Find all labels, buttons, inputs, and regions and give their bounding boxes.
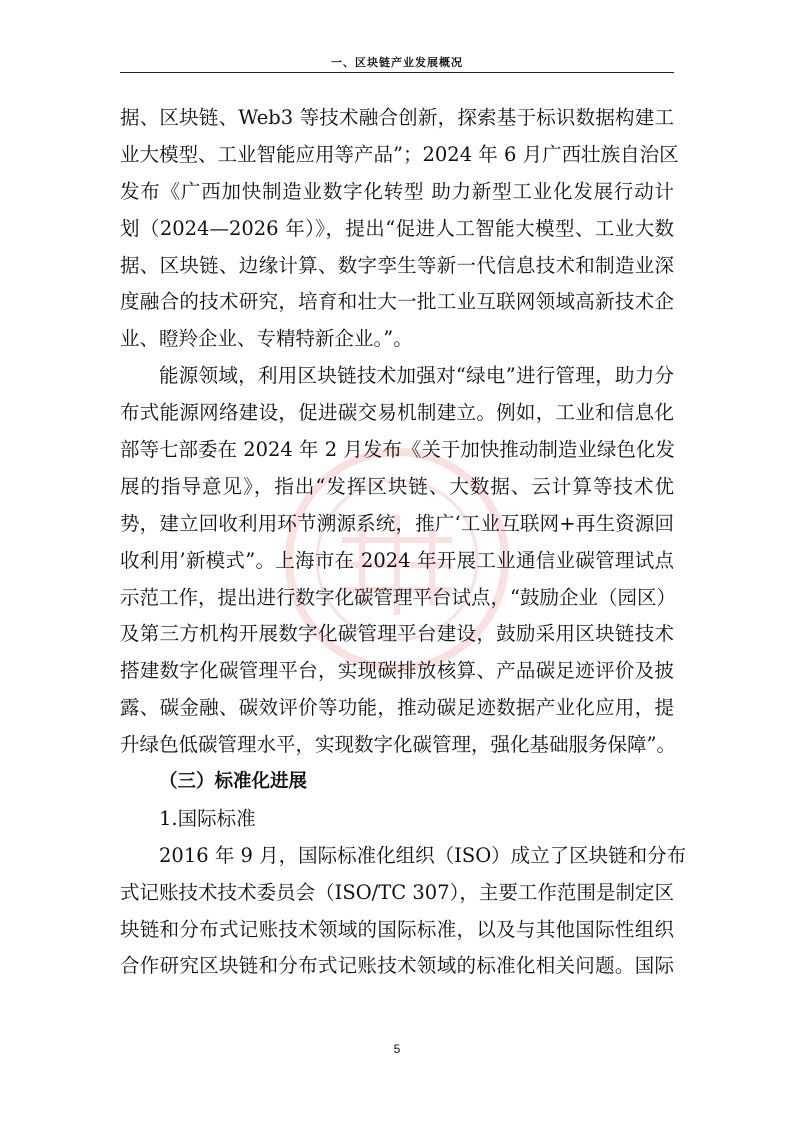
- subsection-heading: 1.国际标准: [159, 806, 256, 830]
- text-line: 据、区块链、边缘计算、数字孪生等新一代信息技术和制造业深: [120, 253, 674, 277]
- section-heading: （三）标准化进展: [159, 771, 308, 793]
- text-line: 展的指导意见》，指出“发挥区块链、大数据、云计算等技术优: [120, 474, 674, 498]
- text-line: 搭建数字化碳管理平台，实现碳排放核算、产品碳足迹评价及披: [120, 659, 674, 683]
- text-line: 势，建立回收利用环节溯源系统，推广‘工业互联网+再生资源回: [120, 511, 674, 535]
- text-line: 示范工作，提出进行数字化碳管理平台试点，“鼓励企业（园区）: [120, 585, 676, 609]
- text-line: 合作研究区块链和分布式记账技术领域的标准化相关问题。国际: [120, 954, 674, 978]
- header-rule: [120, 72, 674, 73]
- paragraph: [120, 100, 679, 358]
- text-line: 收利用’新模式”。上海市在 2024 年开展工业通信业碳管理试点: [120, 548, 674, 572]
- paragraph: [120, 838, 687, 986]
- text-line: 部等七部委在 2024 年 2 月发布《关于加快推动制造业绿色化发: [120, 438, 675, 462]
- text-line: 业、瞪羚企业、专精特新企业。”。: [120, 327, 413, 351]
- text-line: 块链和分布式记账技术领域的国际标准，以及与其他国际性组织: [120, 917, 674, 941]
- text-line: 露、碳金融、碳效评价等功能，推动碳足迹数据产业化应用，提: [120, 696, 674, 720]
- text-line: 度融合的技术研究，培育和壮大一批工业互联网领域高新技术企: [120, 290, 674, 314]
- text-line: 式记账技术技术委员会（ISO/TC 307），主要工作范围是制定区: [120, 880, 674, 904]
- body-text: [120, 100, 687, 985]
- text-line: 升绿色低碳管理水平，实现数字化碳管理，强化基础服务保障”。: [120, 733, 676, 757]
- text-line: 发布《广西加快制造业数字化转型 助力新型工业化发展行动计: [120, 179, 674, 203]
- text-line: 据、区块链、Web3 等技术融合创新，探索基于标识数据构建工: [120, 106, 674, 129]
- text-line: 及第三方机构开展数字化碳管理平台建设，鼓励采用区块链技术: [120, 622, 674, 646]
- paragraph: [120, 358, 674, 764]
- text-line: 业大模型、工业智能应用等产品”；2024 年 6 月广西壮族自治区: [120, 142, 679, 166]
- text-line: 2016 年 9 月，国际标准化组织（ISO）成立了区块链和分布: [159, 843, 687, 867]
- text-line: 划（2024—2026 年）》，提出“促进人工智能大模型、工业大数: [120, 216, 674, 240]
- running-header: 一、区块链产业发展概况: [331, 56, 463, 69]
- page-number: 5: [393, 1042, 401, 1056]
- text-line: 布式能源网络建设，促进碳交易机制建立。例如，工业和信息化: [120, 401, 674, 425]
- text-line: 能源领域，利用区块链技术加强对“绿电”进行管理，助力分: [159, 364, 674, 388]
